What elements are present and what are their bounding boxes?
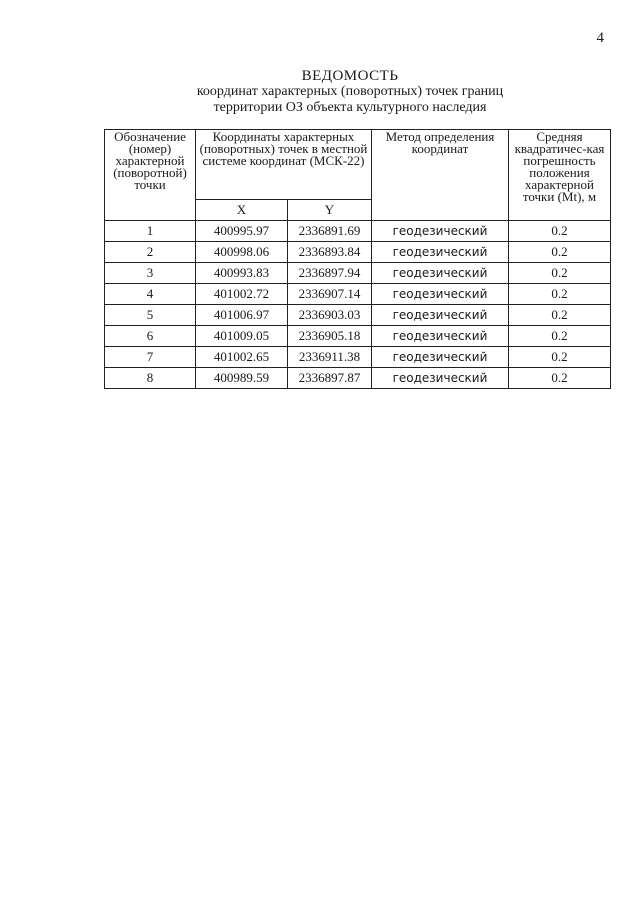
table-row	[105, 368, 611, 389]
cell-method: геодезический	[372, 221, 509, 242]
cell-y: 2336897.87	[288, 368, 372, 389]
header-y: Y	[288, 200, 372, 221]
cell-method: геодезический	[372, 326, 509, 347]
header-method: Метод определения координат	[372, 130, 509, 221]
cell-y: 2336897.94	[288, 263, 372, 284]
cell-method: геодезический	[372, 242, 509, 263]
cell-mt: 0.2	[509, 305, 611, 326]
cell-y: 2336893.84	[288, 242, 372, 263]
cell-mt: 0.2	[509, 242, 611, 263]
cell-x: 401009.05	[196, 326, 288, 347]
cell-method: геодезический	[372, 347, 509, 368]
document-subtitle-line-1: координат характерных (поворотных) точек границ	[196, 84, 504, 99]
cell-method: геодезический	[372, 263, 509, 284]
cell-method: геодезический	[372, 305, 509, 326]
cell-point-number: 2	[105, 242, 196, 263]
cell-point-number: 8	[105, 368, 196, 389]
cell-mt: 0.2	[509, 347, 611, 368]
page-number: 4	[596, 30, 604, 46]
cell-x: 401002.65	[196, 347, 288, 368]
header-designation: Обозначение (номер) характерной (поворотной) точки	[105, 130, 196, 221]
header-error: Средняя квадратичес-кая погрешность положения характерной точки (Mt), м	[509, 130, 611, 221]
table-row	[105, 347, 611, 368]
coordinates-table	[104, 129, 611, 389]
cell-mt: 0.2	[509, 263, 611, 284]
cell-mt: 0.2	[509, 368, 611, 389]
header-x: X	[196, 200, 288, 221]
cell-point-number: 5	[105, 305, 196, 326]
table-row	[105, 305, 611, 326]
cell-y: 2336891.69	[288, 221, 372, 242]
header-coordinates: Координаты характерных (поворотных) точек в местной системе координат (МСК-22)	[196, 130, 372, 200]
cell-mt: 0.2	[509, 221, 611, 242]
cell-point-number: 6	[105, 326, 196, 347]
table-row	[105, 284, 611, 305]
document-title: ВЕДОМОСТЬ	[301, 68, 399, 84]
cell-mt: 0.2	[509, 326, 611, 347]
cell-mt: 0.2	[509, 284, 611, 305]
table-row	[105, 221, 611, 242]
cell-y: 2336903.03	[288, 305, 372, 326]
table-body	[105, 221, 611, 389]
table-row	[105, 242, 611, 263]
cell-y: 2336911.38	[288, 347, 372, 368]
cell-x: 400993.83	[196, 263, 288, 284]
cell-point-number: 7	[105, 347, 196, 368]
document-subtitle-line-2: территории ОЗ объекта культурного наследия	[213, 100, 487, 115]
cell-x: 401002.72	[196, 284, 288, 305]
cell-x: 401006.97	[196, 305, 288, 326]
cell-point-number: 1	[105, 221, 196, 242]
cell-point-number: 4	[105, 284, 196, 305]
cell-x: 400998.06	[196, 242, 288, 263]
table-row	[105, 263, 611, 284]
cell-y: 2336905.18	[288, 326, 372, 347]
cell-x: 400989.59	[196, 368, 288, 389]
cell-y: 2336907.14	[288, 284, 372, 305]
cell-point-number: 3	[105, 263, 196, 284]
document-heading	[0, 68, 640, 116]
cell-x: 400995.97	[196, 221, 288, 242]
cell-method: геодезический	[372, 368, 509, 389]
cell-method: геодезический	[372, 284, 509, 305]
table-row	[105, 326, 611, 347]
